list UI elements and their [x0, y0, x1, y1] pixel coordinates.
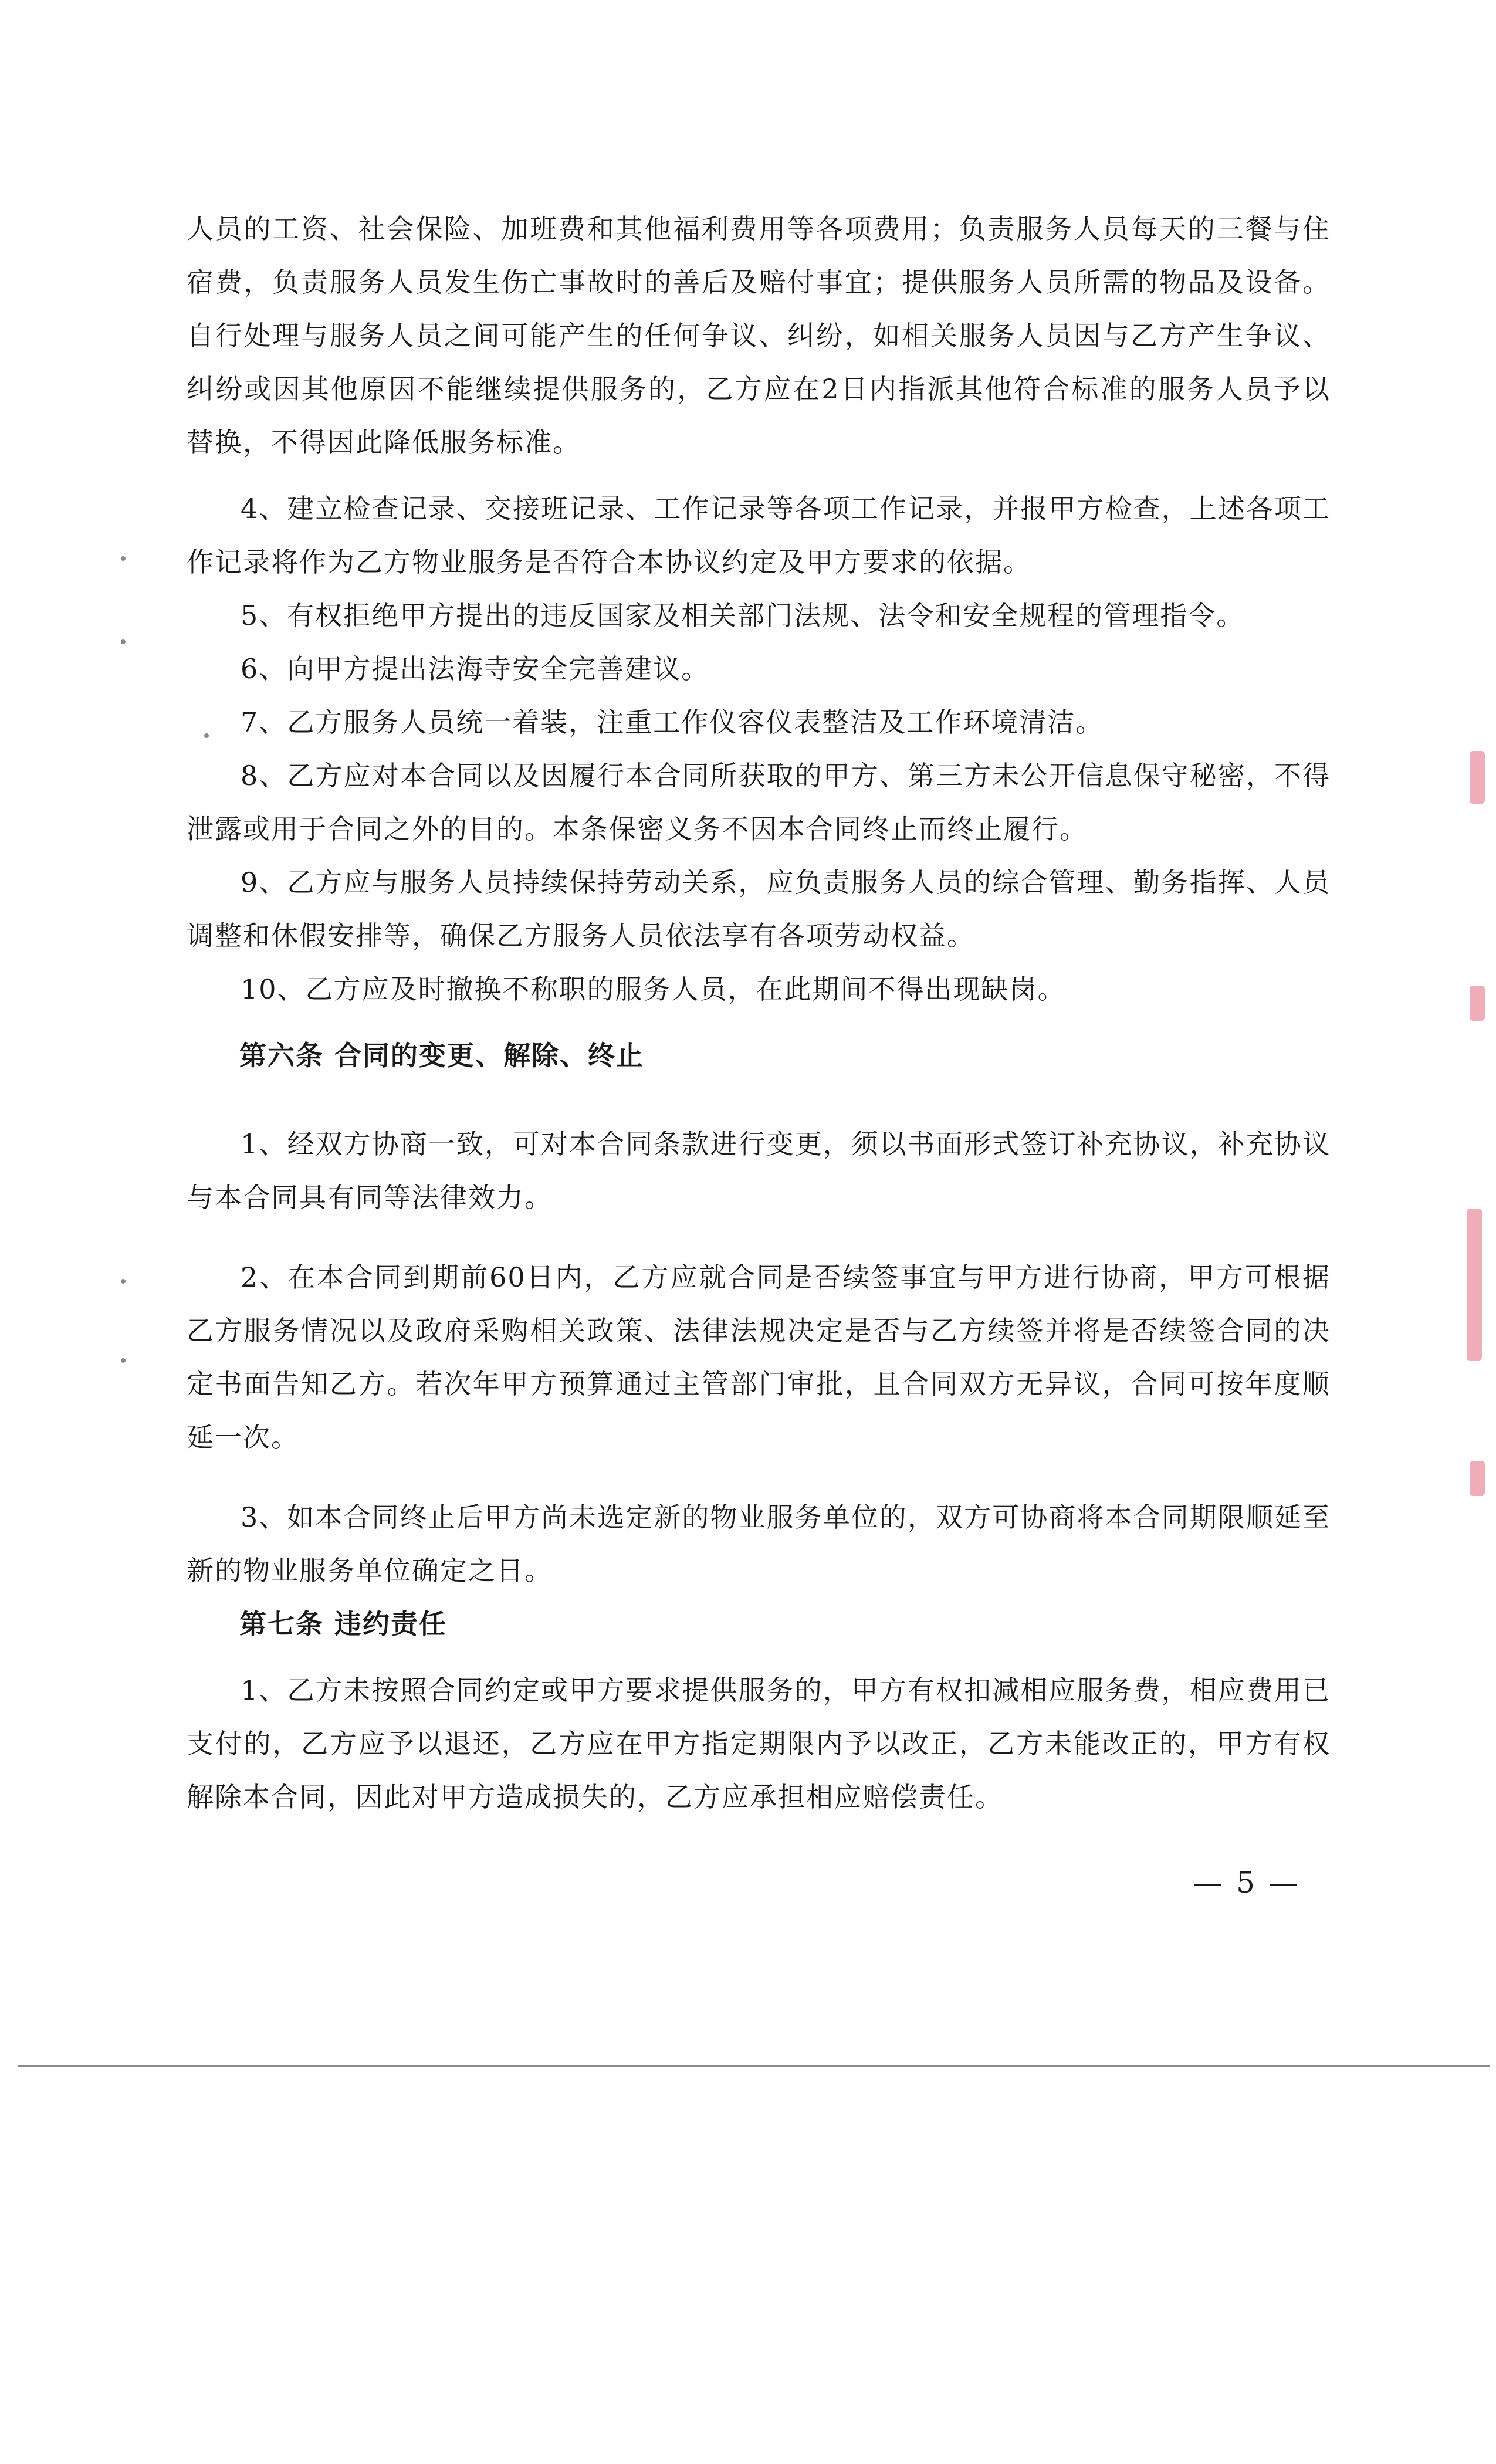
page-number: — 5 —	[1193, 1866, 1301, 1900]
article-6-item-1: 1、经双方协商一致，可对本合同条款进行变更，须以书面形式签订补充协议，补充协议与本合同具有同等法律效力。	[187, 1128, 1331, 1213]
paragraph-item-8: 8、乙方应对本合同以及因履行本合同所获取的甲方、第三方未公开信息保守秘密，不得泄露或用于合同之外的目的。本条保密义务不因本合同终止而终止履行。	[187, 760, 1331, 845]
page-bottom-rule	[18, 2065, 1490, 2067]
paragraph-item-5: 5、有权拒绝甲方提出的违反国家及相关部门法规、法令和安全规程的管理指令。	[241, 600, 1245, 631]
article-6-heading: 第六条 合同的变更、解除、终止	[239, 1040, 645, 1071]
paragraph-item-9: 9、乙方应与服务人员持续保持劳动关系，应负责服务人员的综合管理、勤务指挥、人员调整和休假安排等，确保乙方服务人员依法享有各项劳动权益。	[187, 867, 1331, 952]
paragraph-item-6: 6、向甲方提出法海寺安全完善建议。	[241, 653, 710, 685]
scan-mark	[121, 556, 126, 561]
scan-mark	[121, 1279, 126, 1284]
paragraph-item-10: 10、乙方应及时撤换不称职的服务人员，在此期间不得出现缺岗。	[241, 973, 1066, 1005]
paragraph-item-7: 7、乙方服务人员统一着装，注重工作仪容仪表整洁及工作环境清洁。	[241, 706, 1104, 738]
scan-mark	[204, 733, 209, 738]
scan-mark	[121, 1358, 126, 1363]
scan-mark	[121, 639, 126, 644]
article-6-item-2: 2、在本合同到期前60日内，乙方应就合同是否续签事宜与甲方进行协商，甲方可根据乙方服务情况以及政府采购相关政策、法律法规决定是否与乙方续签并将是否续签合同的决定书面告知乙方。若次年甲方预算通过主管部门审批，且合同双方无异议，合同可按年度顺延一次。	[187, 1261, 1331, 1453]
seal-edge-fragment	[1467, 1209, 1482, 1361]
seal-edge-fragment	[1470, 751, 1485, 804]
document-body	[187, 202, 1331, 1824]
article-7-item-1: 1、乙方未按照合同约定或甲方要求提供服务的，甲方有权扣减相应服务费，相应费用已支付的，乙方应予以退还，乙方应在甲方指定期限内予以改正，乙方未能改正的，甲方有权解除本合同，因此对甲方造成损失的，乙方应承担相应赔偿责任。	[187, 1674, 1331, 1813]
seal-edge-fragment	[1470, 1461, 1485, 1496]
paragraph-item-4: 4、建立检查记录、交接班记录、工作记录等各项工作记录，并报甲方检查，上述各项工作记录将作为乙方物业服务是否符合本协议约定及甲方要求的依据。	[187, 493, 1331, 578]
article-6-item-3: 3、如本合同终止后甲方尚未选定新的物业服务单位的，双方可协商将本合同期限顺延至新的物业服务单位确定之日。	[187, 1501, 1331, 1586]
article-7-heading: 第七条 违约责任	[239, 1608, 448, 1640]
seal-edge-fragment	[1470, 986, 1485, 1021]
paragraph-staff-costs: 人员的工资、社会保险、加班费和其他福利费用等各项费用；负责服务人员每天的三餐与住宿费，负责服务人员发生伤亡事故时的善后及赔付事宜；提供服务人员所需的物品及设备。自行处理与服务人员之间可能产生的任何争议、纠纷，如相关服务人员因与乙方产生争议、纠纷或因其他原因不能继续提供服务的，乙方应在2日内指派其他符合标准的服务人员予以替换，不得因此降低服务标准。	[187, 213, 1331, 458]
